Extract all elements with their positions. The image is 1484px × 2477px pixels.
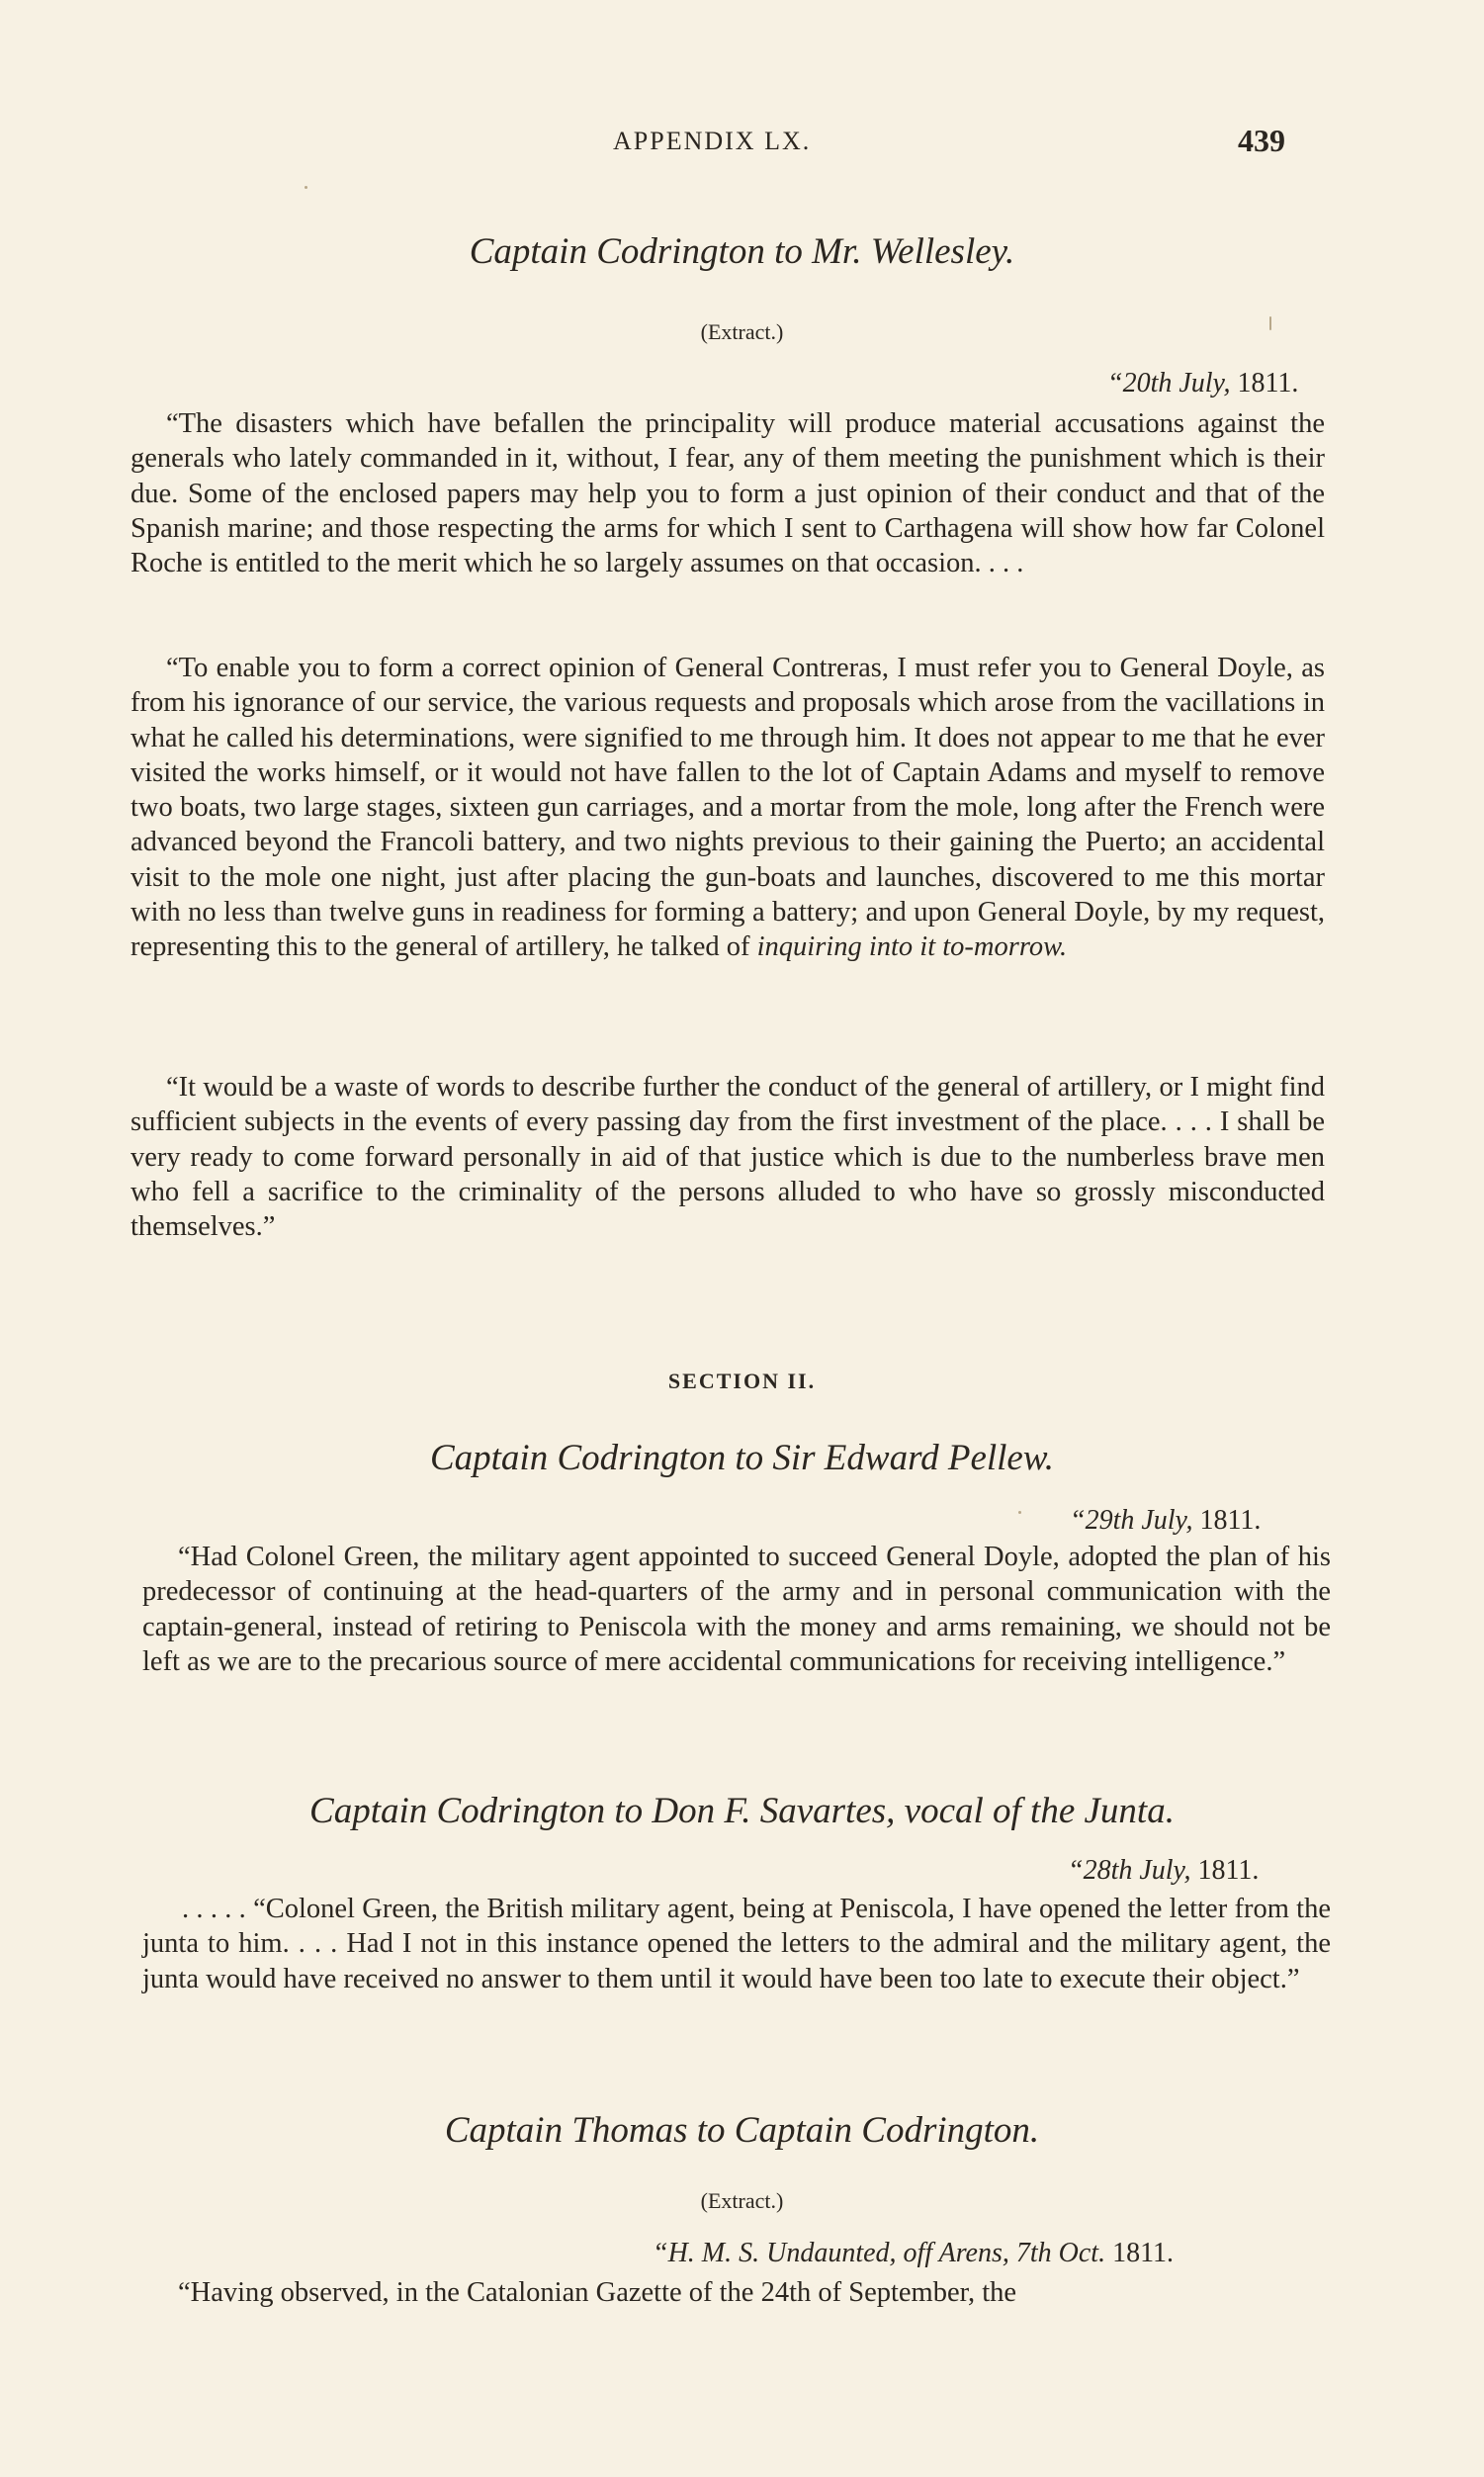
section-label: SECTION II. xyxy=(667,1369,817,1393)
dateline-year: 1811. xyxy=(1192,1505,1262,1536)
paper-speck xyxy=(1269,316,1271,330)
dateline xyxy=(1068,1855,1259,1887)
italic-phrase: inquiring into it to-morrow. xyxy=(756,931,1068,963)
dateline-year: 1811. xyxy=(1230,368,1299,398)
dateline xyxy=(1107,368,1298,399)
dateline-day: “29th July, xyxy=(1070,1505,1193,1536)
paper-speck xyxy=(305,186,307,189)
paragraph: “It would be a waste of words to describe further the conduct of the general of artillery, or I might find sufficient subjects in the events of every passing day from the first investment of the place. . . . I shall be very ready to come forward personally in aid of that justice which is due to the numberless brave men who fell a sacrifice to the criminality of the persons alluded to who have so grossly misconducted themselves.” xyxy=(131,1072,1325,1243)
dateline xyxy=(653,2238,1174,2269)
dateline xyxy=(1070,1505,1261,1537)
paragraph: “Having observed, in the Catalonian Gazette of the 24th of September, the xyxy=(178,2277,1017,2308)
letter-heading-wellesley: Captain Codrington to Mr. Wellesley. xyxy=(469,231,1015,272)
letter-heading-savartes: Captain Codrington to Don F. Savartes, vocal of the Junta. xyxy=(309,1791,1175,1831)
paragraph: “Had Colonel Green, the military agent appointed to succeed General Doyle, adopted the plan of his predecessor of continuing at the head-quarters of the army and in personal communication with the captain-general, instead of retiring to Peniscola with the money and arms remaining, we should not be left as we are to the precarious source of mere accidental communications for receiving intelligence.” xyxy=(142,1542,1331,1677)
running-title: APPENDIX LX. xyxy=(613,127,812,155)
paragraph xyxy=(131,651,1325,965)
paragraph: . . . . . “Colonel Green, the British military agent, being at Peniscola, I have opened the letter from the junta to him. . . . Had I not in this instance opened the letters to the admiral and the military agent, the junta would have received no answer to them until it would have been too late to execute their object.” xyxy=(142,1894,1331,1994)
page-number: 439 xyxy=(1238,123,1285,158)
dateline-day: “H. M. S. Undaunted, off Arens, 7th Oct. xyxy=(653,2238,1106,2268)
dateline-year: 1811. xyxy=(1190,1855,1260,1886)
paper-speck xyxy=(1018,1511,1021,1514)
dateline-day: “28th July, xyxy=(1068,1855,1191,1886)
dateline-day: “20th July, xyxy=(1107,368,1231,398)
running-head xyxy=(0,121,1484,160)
letter-heading-thomas: Captain Thomas to Captain Codrington. xyxy=(444,2110,1040,2151)
letter-heading-pellew: Captain Codrington to Sir Edward Pellew. xyxy=(429,1438,1055,1478)
paragraph: “The disasters which have befallen the principality will produce material accusations against the generals who lately commanded in it, without, I fear, any of them meeting the punishment which is their due. Some of the enclosed papers may help you to form a just opinion of their conduct and that of the Spanish marine; and those respecting the arms for which I sent to Carthagena will show how far Colonel Roche is entitled to the merit which he so largely assumes on that occasion. . . . xyxy=(131,408,1325,579)
paragraph-text: “To enable you to form a correct opinion of General Contreras, I must refer you to General Doyle, as from his ignorance of our service, the various requests and proposals which arose from the vacillations in what he called his determinations, were signified to me through him. It does not appear to me that he ever visited the works himself, or it would not have fallen to the lot of Captain Adams and myself to remove two boats, two large stages, sixteen gun carriages, and a mortar from the mole, long after the French were advanced beyond the Francoli battery, and two nights previous to their gaining the Puerto; an accidental visit to the mole one night, just after placing the gun-boats and launches, discovered to me this mortar with no less than twelve guns in readiness for forming a battery; and upon General Doyle, by my request, representing this to the general of artillery, he talked of xyxy=(131,653,1325,963)
extract-note: (Extract.) xyxy=(700,2188,784,2213)
dateline-year: 1811. xyxy=(1105,2238,1175,2268)
extract-note: (Extract.) xyxy=(700,319,784,344)
